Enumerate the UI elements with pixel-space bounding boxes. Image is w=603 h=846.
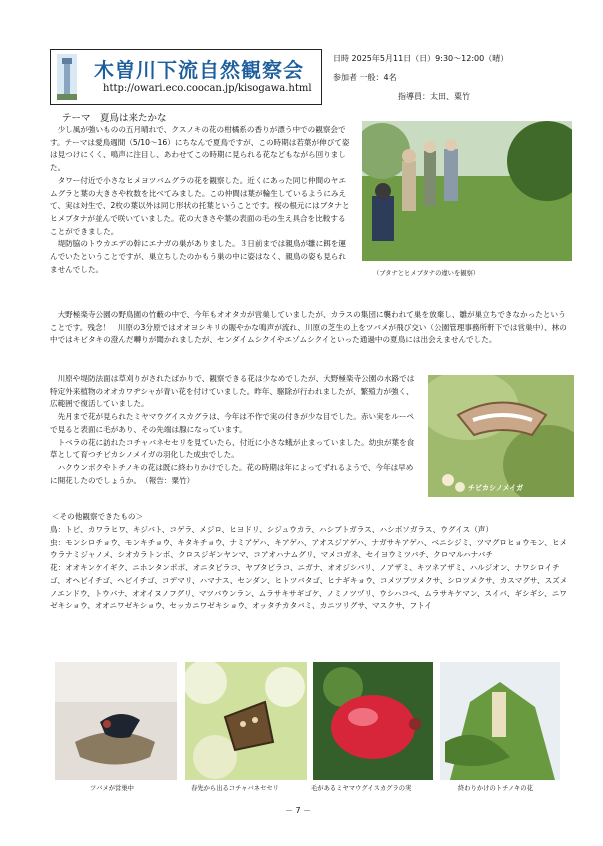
paragraph: 堤防脇のトウカエデの幹にエナガの巣がありました。３日前までは親鳥が雛に餌を運んでいたということですが、巣立ちしたのかもう巣の中に姿はなく、親鳥の姿も見られませんでした。 — [50, 239, 346, 274]
participants: 参加者 一般：4名 — [333, 73, 397, 82]
site-url: http://owari.eco.coocan.jp/kisogawa.html — [103, 83, 312, 94]
photo-swallow — [55, 662, 177, 780]
theme-heading: テーマ 夏鳥は来たかな — [62, 113, 167, 124]
paragraph: トベラの花に訪れたコチャバネセセリを見ていたら、付近に小さな蛾が止まっていました。幼虫が葉を食草として育つチビカシノメイガの羽化した成虫でした。 — [50, 437, 415, 460]
species-birds: 鳥：トビ、カワラヒワ、キジバト、コゲラ、メジロ、ヒヨドリ、シジュウカラ、ハシブトガラス、ハシボソガラス、ウグイス（声） — [50, 525, 493, 534]
guides: 指導員：太田、粟竹 — [398, 92, 470, 101]
paragraph: 先月まで花が見られたミヤマウグイスカグラは、今年は不作で実の付きが少な目でした。赤い実をルーペで見ると表面に毛があり、その先端は腺になっています。 — [50, 412, 415, 434]
paragraph: 川原や堤防法面は草刈りがされたばかりで、観察できる花は少なめでしたが、大野極楽寺公園の水路では特定外来植物のオオカワヂシャが青い花を付けていました。昨年、駆除が行われましたが、繁殖力が強く、広範囲で復活していました。 — [50, 374, 415, 409]
species-list — [50, 524, 572, 613]
moth-photo-image — [428, 375, 574, 497]
photo-skipper — [185, 662, 307, 780]
caption-photo4: 春先から出るコチャバネセセリ — [191, 785, 279, 792]
other-heading — [52, 511, 352, 524]
horse-chestnut-photo-image — [440, 662, 560, 780]
species-insects: 虫：モンシロチョウ、モンキチョウ、キタキチョウ、ナミアゲハ、キアゲハ、アオスジアゲハ、ナガサキアゲハ、ベニシジミ、ツマグロヒョウモン、ヒメウラナミジャノメ、シオカラトンボ、クロスジギンヤンマ、コアオハナムグリ、マメコガネ、セイヨウミツバチ、クロマルハナバチ — [50, 537, 568, 560]
paragraph: 少し風が強いものの五月晴れで、クスノキの花の柑橘系の香りが漂う中での観察会です。テーマは愛鳥週間（5/10～16）にちなんで夏鳥ですが、この時期は若葉が伸びて姿は見つけにくく、鳴声に注目し、あわせてこの時期に見られる花などもながら回りました。 — [50, 125, 350, 173]
photo-horse-chestnut — [440, 662, 560, 780]
caption-photo3: ツバメが営巣中 — [90, 785, 134, 792]
report-text-full — [50, 309, 572, 347]
page-title: 木曽川下流自然観察会 — [94, 58, 304, 82]
paragraph: ハクウンボクやトチノキの花は既に終わりかけでした。花の時期は年によってずれるようで、今年は早めに開花したのでしょうか。 （報告：粟竹） — [50, 462, 414, 485]
tower-logo-icon — [57, 54, 77, 100]
page-number: － 7 － — [285, 806, 312, 815]
berry-photo-image — [313, 662, 433, 780]
photo-moth — [428, 375, 574, 497]
group-photo-image — [362, 121, 572, 261]
caption-photo2: チビカシノメイガ — [468, 484, 524, 492]
header-title-box — [50, 49, 322, 105]
caption-photo5: 毛があるミヤマウグイスカグラの実 — [311, 785, 412, 792]
species-flowers: 花：オオキンケイギク、ニホンタンポポ、オニタビラコ、ヤブタビラコ、ニガナ、オオジシバリ、ノアザミ、キツネアザミ、ハルジオン、ナワシロイチゴ、オヘビイチゴ、ヘビイチゴ、コデマリ、ハマナス、センダン、ヒトツバタゴ、ヒナギキョウ、コメツブツメクサ、シロツメクサ、カスマグサ、スズメノエンドウ、トウバナ、オオイヌノフグリ、マツバウンラン、ムラサキサギゴケ、ノミノツヅリ、ウシハコベ、ムラサキケマン、スイバ、ギシギシ、ニワゼキショウ、オオニワゼキショウ、セッカニワゼキショウ、オッタチカタバミ、カニツリグサ、マスクサ、フトイ — [50, 563, 568, 611]
report-text-top — [50, 124, 352, 276]
photo-berry — [313, 662, 433, 780]
caption-photo1: （ブタナとヒメブタナの違いを観察） — [373, 270, 480, 277]
report-text-mid — [50, 373, 418, 487]
caption-photo6: 終わりかけのトチノキの花 — [458, 785, 533, 792]
skipper-photo-image — [185, 662, 307, 780]
photo-group-observing — [362, 121, 572, 261]
event-date: 日時 2025年5月11日（日）9:30～12:00（晴） — [333, 54, 509, 63]
other-heading-text: ＜その他観察できたもの＞ — [52, 512, 144, 521]
paragraph: 大野極楽寺公園の野鳥園の竹藪の中で、今年もオオタカが営巣していましたが、カラスの集団に襲われて巣を放棄し、雛が巣立ちできなかったということです。残念！ 川原の3分原ではオオヨシキリの賑やかな鳴声が流れ、川原の芝生の上をツバメが飛び交い（公園管理事務所軒下では営巣中）、林の中ではキビタキの澄んだ囀りが聞かれましたが、センダイムシクイやエゾムシクイといった通過中の夏鳥には出会えませんでした。 — [50, 310, 567, 345]
paragraph: タワー付近で小さなヒメヨツバムグラの花を観察した。近くにあった同じ仲間のヤエムグラと葉の大きさや枚数を比べてみました。この仲間は葉が輪生しているようにみえて、実は対生で、2枚の葉以外は同じ形状の托葉ということです。桜の根元にはブタナとヒメブタナが並んで咲いていました。花の大きさや葉の表面の毛の生え具合を比較することができました。 — [50, 175, 350, 236]
swallow-photo-image — [55, 662, 177, 780]
